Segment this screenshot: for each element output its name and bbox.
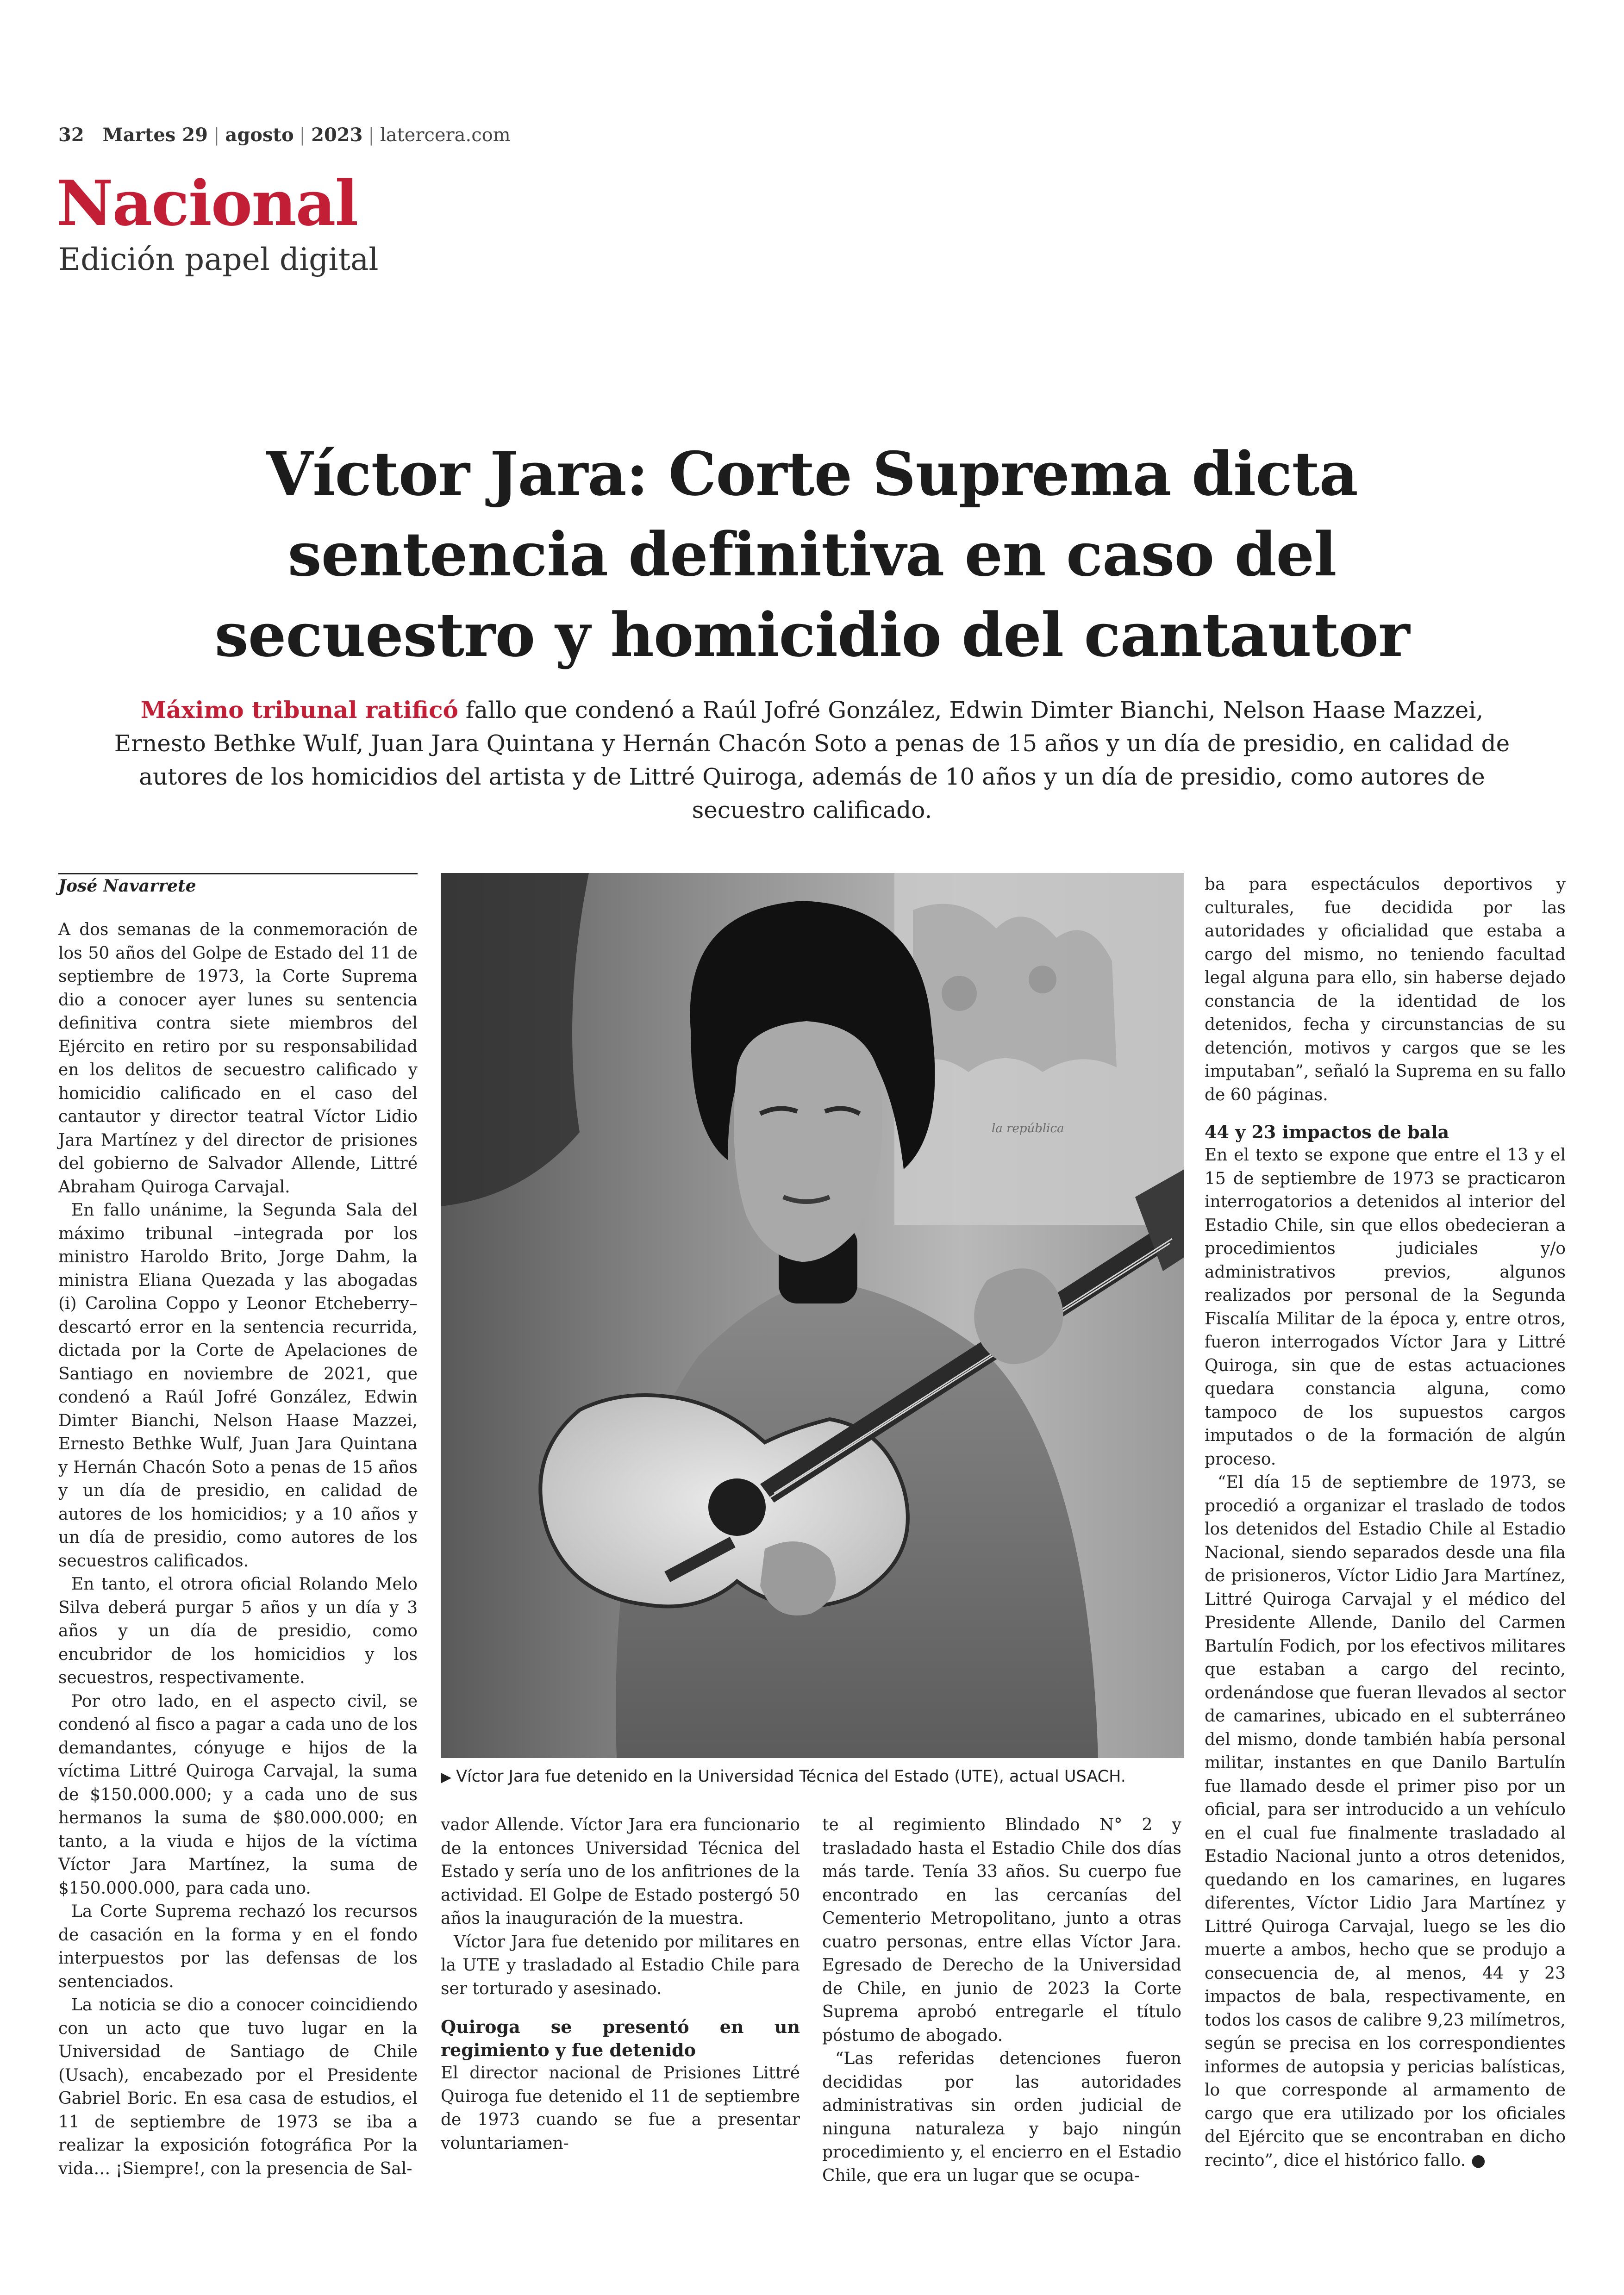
headline-line: secuestro y homicidio del cantautor [214, 599, 1410, 671]
paragraph: La noticia se dio a conocer coincidiendo con un acto que tuvo lugar en la Universidad de Santiago de Chile (Usach), encabezado por el Presidente Gabriel Boric. En esa casa de estudios, el 11 de septiembre de 1973 se iba a realizar la exposición fotográfica Por la vida… ¡Siempre!, con la presencia de Sal- [58, 1996, 418, 2178]
poster-text: la república [992, 1122, 1064, 1135]
paragraph: Por otro lado, en el aspecto civil, se condenó al fisco a pagar a cada uno de los demandantes, cónyuge e hijos de la víctima Littré Quiroga Carvajal, la suma de $150.000.000; y a cada uno de sus hermanos la suma de $80.000.000; en tanto, a la viuda e hijos de la víctima Víctor Jara Martínez, la suma de $150.000.000, para cada uno. [58, 1691, 418, 1898]
headline-line: sentencia definitiva en caso del [287, 519, 1337, 590]
caption-triangle-icon: ▶ [441, 1769, 452, 1785]
body-column-1 [58, 918, 418, 2181]
article-photo [441, 873, 1184, 1758]
paragraph: En fallo unánime, la Segunda Sala del máximo tribunal –integrada por los ministro Haroldo Brito, Jorge Dahm, la ministra Eliana Quezada y las abogadas (i) Carolina Coppo y Leonor Etcheberry– descartó error en la sentencia recurrida, dictada por la Corte de Apelaciones de Santiago en noviembre de 2021, que condenó a Raúl Jofré González, Edwin Dimter Bianchi, Nelson Haase Mazzei, Ernesto Bethke Wulf, Juan Jara Quintana y Hernán Chacón Soto a penas de 15 años y un día de presidio, en calidad de autores de los homicidios; y a 10 años y un día de presidio, como autores de los secuestros calificados. [58, 1201, 418, 1571]
photo-illustration [441, 873, 1184, 1758]
paragraph: “Las referidas detenciones fueron decididas por las autoridades administrativas sin orden judicial de ninguna naturaleza y bajo ningún procedimiento y, el encierro en el Estadio Chile, que era un lugar que se ocupa- [822, 2049, 1181, 2185]
paragraph: A dos semanas de la conmemoración de los 50 años del Golpe de Estado del 11 de septiembre de 1973, la Corte Suprema dio a conocer ayer lunes su sentencia definitiva contra siete miembros del Ejército en retiro por su responsabilidad en los delitos de secuestro calificado y homicidio calificado en el caso del cantautor y director teatral Víctor Lidio Jara Martínez y del director de prisiones del gobierno de Salvador Allende, Littré Abraham Quiroga Carvajal. [58, 920, 418, 1197]
paragraph: Víctor Jara fue detenido por militares en la UTE y trasladado al Estadio Chile para ser torturado y asesinado. [441, 1932, 800, 1998]
paragraph: El director nacional de Prisiones Littré Quiroga fue detenido el 11 de septiembre de 1973 cuando se fue a presentar voluntariamen- [441, 2064, 800, 2153]
headline-line: Víctor Jara: Corte Suprema dicta [266, 438, 1358, 510]
subhead-impactos: 44 y 23 impactos de bala [1205, 1122, 1449, 1142]
page-folio: 32 Martes 29 | agosto | 2023 | latercera.com [58, 124, 511, 146]
page-number: 32 [58, 124, 84, 146]
paragraph: En tanto, el otrora oficial Rolando Melo Silva deberá purgar 5 años y un día y 3 años y un día de presidio, como encubridor de los homicidios y los secuestros, respectivamente. [58, 1575, 418, 1687]
lede-kicker: Máximo tribunal ratificó [140, 696, 458, 723]
paragraph: te al regimiento Blindado N° 2 y trasladado hasta el Estadio Chile dos días más tarde. Tenía 33 años. Su cuerpo fue encontrado en las cercanías del Cementerio Metropolitano, junto a otras cuatro personas, entre ellas Víctor Jara. Egresado de Derecho de la Universidad de Chile, en junio de 2023 la Corte Suprema aprobó entregarle el título póstumo de abogado. [822, 1815, 1181, 2045]
lede-text: fallo que condenó a Raúl Jofré González, Edwin Dimter Bianchi, Nelson Haase Mazzei, Ernesto Bethke Wulf, Juan Jara Quintana y Hernán Chacón Soto a penas de 15 años y un día de presidio, en calidad de autores de los homicidios del artista y de Littré Quiroga, además de 10 años y un día de presidio, como autores de secuestro calificado. [114, 697, 1510, 823]
folio-year: 2023 [311, 124, 363, 146]
caption-text: Víctor Jara fue detenido en la Universidad Técnica del Estado (UTE), actual USACH. [456, 1767, 1126, 1786]
byline: José Navarrete [58, 873, 418, 896]
section-title: Nacional [56, 167, 358, 240]
paragraph: La Corte Suprema rechazó los recursos de casación en la forma y en el fondo interpuestos por las defensas de los sentenciados. [58, 1902, 418, 1991]
site-link[interactable]: latercera.com [380, 125, 511, 146]
folio-month: agosto [225, 124, 294, 146]
paragraph: “El día 15 de septiembre de 1973, se procedió a organizar el traslado de todos los detenidos del Estadio Chile al Estadio Nacional, siendo separados desde una fila de prisioneros, Víctor Lidio Jara Martínez, Littré Quiroga Carvajal y el médico del Presidente Allende, Danilo del Carmen Bartulín Fodich, por los efectivos militares que estaban a cargo del recinto, ordenándose que fueran llevados al sector de camarines, ubicado en el subterráneo del mismo, donde también había personal militar, instantes en que Danilo Bartulín fue llamado desde el primer piso por un oficial, para ser introducido a un vehículo en el cual fue finalmente trasladado al Estadio Nacional junto a otros detenidos, quedando en los camarines, en lugares diferentes, Víctor Lidio Jara Martínez y Littré Quiroga Carvajal, luego se les dio muerte a ambos, hecho que se produjo a consecuencia de, al menos, 44 y 23 impactos de bala, respectivamente, en todos los casos de calibre 9,23 milímetros, según se precisa en los correspondientes informes de autopsia y pericias balísticas, lo que corresponde al armamento de cargo que era utilizado por los oficiales del Ejército que se encontraban en dicho recinto”, dice el histórico fallo. ● [1205, 1473, 1566, 2170]
body-column-3 [822, 1814, 1181, 2188]
paragraph: En el texto se expone que entre el 13 y el 15 de septiembre de 1973 se practicaron interrogatorios a detenidos al interior del Estadio Chile, sin que ellos obedecieran a procedimientos judiciales y/o administrativos previos, algunos realizados por personal de la Segunda Fiscalía Militar de la época y, entre otros, fueron interrogados Víctor Jara y Littré Quiroga, sin que de estas actuaciones quedara constancia alguna, como tampoco de los supuestos cargos imputados o de la formación de algún proceso. [1205, 1146, 1566, 1469]
article-headline [83, 434, 1541, 675]
article-lede [93, 693, 1531, 827]
body-column-4 [1205, 873, 1566, 2172]
paragraph: ba para espectáculos deportivos y culturales, fue decidida por las autoridades y oficialidad que estaba a cargo del mismo, no teniendo facultad legal alguna para ello, sin haberse dejado constancia de la identidad de los detenidos, fecha y circunstancias de su detención, motivos y cargos que se les imputaban”, señaló la Suprema en su fallo de 60 páginas. [1205, 875, 1566, 1104]
body-column-2 [441, 1814, 800, 2155]
photo-caption [441, 1767, 1184, 1786]
subhead-quiroga: Quiroga se presentó en un regimiento y fue detenido [441, 2016, 800, 2060]
folio-day: Martes 29 [102, 124, 208, 146]
paragraph: vador Allende. Víctor Jara era funcionario de la entonces Universidad Técnica del Estado y sería uno de los anfitriones de la actividad. El Golpe de Estado postergó 50 años la inauguración de la muestra. [441, 1815, 800, 1928]
section-subtitle: Edición papel digital [58, 242, 379, 277]
